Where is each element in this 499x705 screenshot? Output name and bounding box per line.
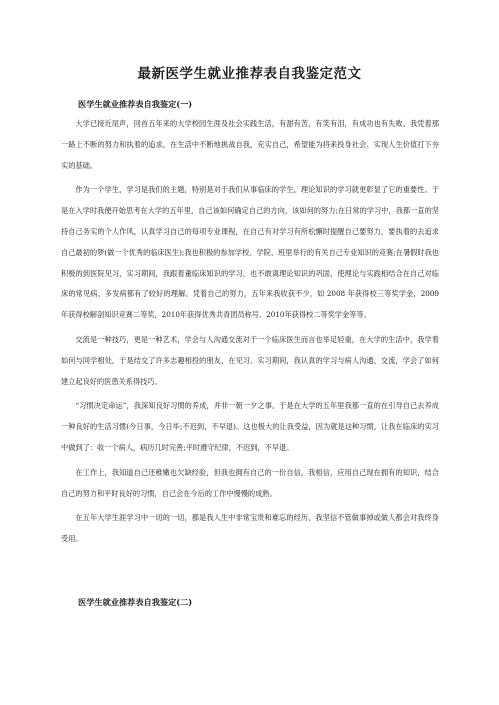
paragraph: “习惯决定命运”，我深知良好习惯的养成，并非一朝一夕之事。于是在大学的五年里我都一直的在引导自己去养成一种良好的生活习惯(今日事，今日毕;不迟到，不早退)。这也极大的让我受益，因为就是这种习惯，让我在临床的实习中做到了：收一个病人，病历几时完善;平时遵守纪律，不迟到，不早退。 — [61, 401, 439, 452]
paragraph: 作为一个学生，学习是我们的主题，特别是对于我们从事临床的学生，理论知识的学习就更彰显了它的重要性。于是在入学时我便开始思考在大学的五年里，自己该如何确定自己的方向，该如何的努力;在日常的学习中，我都一直的坚持自己务实的个人作风，认真学习自己的每项专业课程，在自己有对学习有所松懈时提醒自己要努力，要执着的去追求自己最初的梦(做一个优秀的临床医生);我也积极的参加学校、学院、班里举行的有关自己专业知识的竞赛;在暑假时我也积极的到医院见习，实习期间，我跟着董临床知识的学习，也不敢离理论知识的巩固，使理论与实践相结合在自己对临床的常见病、多发病都有了较好的理解。凭着自己的努力，五年来我收获不少，如 2008 年获得校三等奖学金，2009 年获得校解剖知识竞赛二等奖，2010年获得优秀共青团员称号、2010年获得校二等奖学金等等。 — [61, 185, 439, 320]
section-heading-2: 医学生就业推荐表自我鉴定(二) — [78, 597, 193, 607]
paragraph: 在五年大学生涯学习中一切的一切，都是我人生中非常宝贵和难忘的经历，我坚信不管做事掉或做人都会对我终身受用。 — [61, 513, 439, 544]
paragraph: 在工作上，我知道自己还稚嫩也欠缺经验，但我也拥有自己的一份自信，我相信，应用自己现在拥有的知识，结合自己的努力和平时良好的习惯，自己会在今后的工作中慢慢的成熟。 — [61, 467, 439, 498]
paragraph: 交流是一种技巧，更是一种艺术，学会与人沟通交流对于一个临床医生而言也举足轻重，在大学的生活中，我学着如何与同学相处，于是结交了许多志趣相投的朋友，在见习、实习期间，我认真的学习与病人沟通、交流，学会了如何建立起良好的医患关系得技巧。 — [61, 334, 439, 386]
section-heading-1: 医学生就业推荐表自我鉴定(一) — [78, 99, 193, 109]
paragraph: 大学已接近尾声，回首五年来的大学校园生涯及社会实践生活，有甜有苦，有笑有泪，有成功也有失败。我凭着那一路上不断的努力和执着的追求，在生活中不断地挑战自我，充实自己，希望能为将来投身社会、实现人生价值打下夯实的基础。 — [61, 119, 439, 170]
section-body-1 — [61, 114, 439, 554]
document-title: 最新医学生就业推荐表自我鉴定范文 — [137, 66, 362, 82]
